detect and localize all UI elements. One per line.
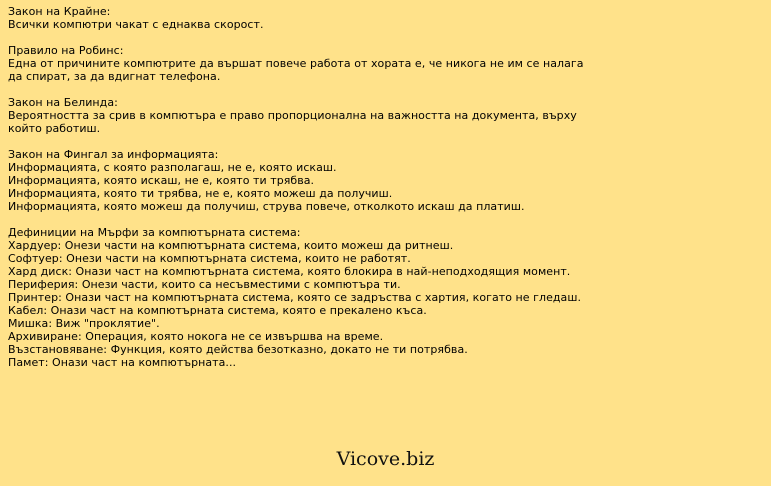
section-fingal-law: [8, 148, 763, 213]
section-heading: Правило на Робинс:: [8, 44, 124, 57]
jokes-content: [8, 5, 763, 382]
section-text: който работиш.: [8, 122, 101, 135]
definition-peripherals: Периферия: Онези части, които са несъвместими с компютъра ти.: [8, 278, 401, 291]
section-belinda-law: [8, 96, 763, 135]
definition-restore: Възстановяване: Функция, която действа безотказно, докато не ти потрябва.: [8, 343, 468, 356]
section-heading: Дефиниции на Мърфи за компютърната система:: [8, 226, 301, 239]
definition-cable: Кабел: Онази част на компютърната система, която е прекалено къса.: [8, 304, 427, 317]
definition-software: Софтуер: Онези части на компютърната система, които не работят.: [8, 252, 411, 265]
definition-memory: Памет: Онази част на компютърната...: [8, 356, 237, 369]
section-text: Вероятността за срив в компютъра е право пропорционална на важността на документа, върху: [8, 109, 577, 122]
section-text: Информацията, която ти трябва, не е, която можеш да получиш.: [8, 187, 393, 200]
section-text: Информацията, която можеш да получиш, струва повече, отколкото искаш да платиш.: [8, 200, 525, 213]
section-kraine-law: [8, 5, 763, 31]
definition-printer: Принтер: Онази част на компютърната система, която се задръства с хартия, когато не гледаш.: [8, 291, 582, 304]
section-text: Информацията, която искаш, не е, която ти трябва.: [8, 174, 315, 187]
definition-mouse: Мишка: Виж "проклятие".: [8, 317, 160, 330]
section-text: Една от причините компютрите да вършат повече работа от хората е, че никога не им се налага: [8, 57, 584, 70]
definition-hard-disk: Хард диск: Онази част на компютърната система, която блокира в най-неподходящия момент.: [8, 265, 571, 278]
section-murphy-definitions: [8, 226, 763, 369]
site-watermark: Vicove.biz: [336, 448, 435, 470]
section-robins-rule: [8, 44, 763, 83]
definition-hardware: Хардуер: Онези части на компютърната система, които можеш да ритнеш.: [8, 239, 454, 252]
section-text: Всички компютри чакат с еднаква скорост.: [8, 18, 264, 31]
section-heading: Закон на Белинда:: [8, 96, 118, 109]
section-heading: Закон на Фингал за информацията:: [8, 148, 219, 161]
section-heading: Закон на Крайне:: [8, 5, 111, 18]
section-text: Информацията, с която разполагаш, не е, която искаш.: [8, 161, 337, 174]
definition-backup: Архивиране: Операция, която нокога не се извършва на време.: [8, 330, 384, 343]
section-text: да спират, за да вдигнат телефона.: [8, 70, 221, 83]
